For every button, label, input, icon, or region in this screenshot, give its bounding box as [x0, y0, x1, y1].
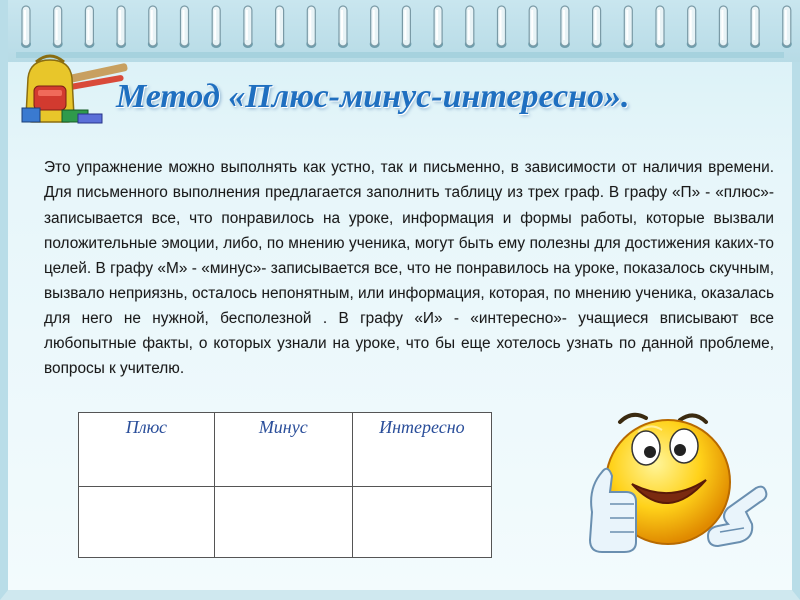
table-cell [214, 487, 352, 558]
table-cell [352, 487, 491, 558]
page-title: Метод «Плюс-минус-интересно». [116, 78, 630, 115]
column-header-plus: Плюс [79, 413, 215, 487]
table-cell [79, 487, 215, 558]
column-header-interesting: Интересно [352, 413, 491, 487]
school-backpack-icon [18, 48, 128, 128]
thumbs-up-smiley-icon [580, 392, 770, 564]
body-paragraph: Это упражнение можно выполнять как устно, так и письменно, в зависимости от наличия времени. Для письменного выполнения предлагается заполнить таблицу из трех граф. В графу «П» - «плюс»- записывается все, что понравилось на уроке, информация и формы работы, которые вызвали положительные эмоции, либо, по мнению ученика, могут быть ему полезны для достижения каких-то целей. В графу «М» - «минус»- записывается все, что не понравилось на уроке, показалось скучным, вызвало неприязнь, осталось непонятным, или информация, которая, по мнению ученика, оказалась для него не нужной, бесполезной . В графу «И» - «интересно»- учащиеся вписывают все любопытные факты, о которых узнали на уроке, что бы еще хотелось узнать по данной проблеме, вопросы к учителю. [44, 159, 774, 378]
table-header-row [79, 413, 492, 487]
column-header-minus: Минус [214, 413, 352, 487]
table-row [79, 487, 492, 558]
pmi-table [78, 412, 492, 558]
